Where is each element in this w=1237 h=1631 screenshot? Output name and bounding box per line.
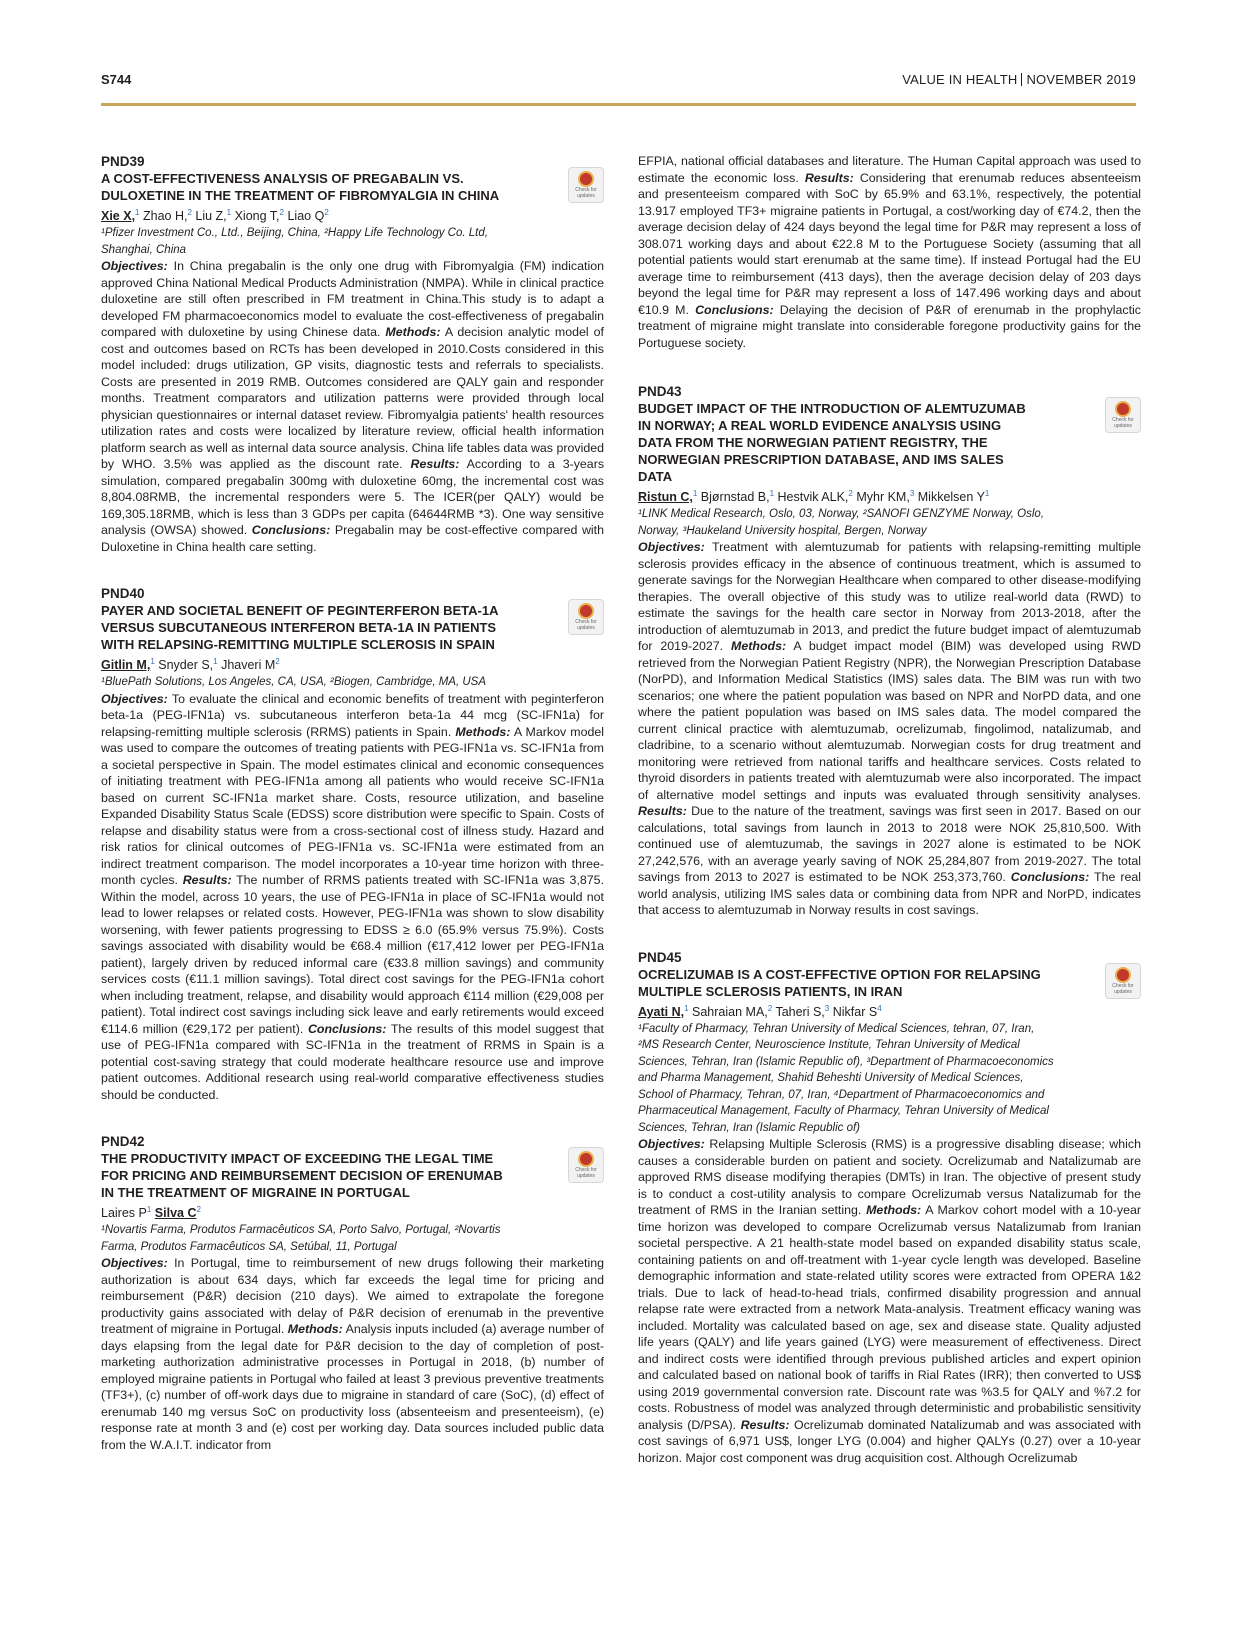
abstract-pnd40	[101, 585, 604, 1103]
presenter-name: Silva C	[154, 1206, 197, 1221]
section-label: Results:	[410, 457, 460, 472]
presenter-name: Ayati N,	[638, 1004, 685, 1019]
section-label: Objectives:	[101, 1256, 168, 1271]
abstract-title: BUDGET IMPACT OF THE INTRODUCTION OF ALEMTUZUMAB IN NORWAY; A REAL WORLD EVIDENCE ANALYSIS USING DATA FROM THE NORWEGIAN PATIENT REGISTRY, THE NORWEGIAN PRESCRIPTION DATABASE, AND IMS SALES DATA	[638, 401, 1026, 484]
badge-text-2: updates	[1114, 423, 1132, 429]
abstract-body	[101, 258, 604, 555]
author-list	[101, 1201, 604, 1222]
author-name: Nikfar S	[832, 1004, 878, 1019]
abstract-pnd43	[638, 383, 1141, 919]
badge-mark-icon	[578, 1151, 594, 1167]
author-list	[101, 204, 604, 225]
section-label: Conclusions:	[307, 1021, 387, 1036]
presenter-name: Gitlin M,	[101, 658, 151, 673]
author-sup: 4	[877, 1003, 882, 1013]
section-label: Methods:	[385, 325, 441, 340]
section-label: Results:	[182, 873, 232, 888]
abstract-body	[638, 539, 1141, 919]
section-label: Objectives:	[101, 691, 168, 706]
section-label: Objectives:	[101, 259, 168, 274]
section-text: In Portugal, time to reimbursement of new drugs following their marketing authorization is about 634 days, which far exceeds the legal time for pricing and reimbursement (P&R) decision (210 days). We aimed to extrapolate the foregone productivity gains associated with delay of P&R decision of erenumab in the preventive treatment of migraine in Portugal.	[101, 1256, 604, 1337]
abstract-pnd42	[101, 1133, 604, 1453]
check-updates-icon[interactable]	[568, 1147, 604, 1183]
section-label: Conclusions:	[1010, 870, 1090, 885]
presenter-sup: 1	[150, 657, 155, 667]
left-column	[101, 153, 604, 1483]
abstract-title: PAYER AND SOCIETAL BENEFIT OF PEGINTERFERON BETA-1A VERSUS SUBCUTANEOUS INTERFERON BETA-1A IN PATIENTS WITH RELAPSING-REMITTING MULTIPLE SCLEROSIS IN SPAIN	[101, 603, 499, 653]
author-name: Jhaveri M	[221, 658, 276, 673]
author-name: Taheri S,	[775, 1004, 825, 1019]
section-label: Methods:	[866, 1203, 922, 1218]
section-text: Relapsing Multiple Sclerosis (RMS) is a progressive disabling disease; which causes a considerable burden on patient and society. Ocrelizumab and Natalizumab are approved RMS disease modifying therapies (DMTs) in Iran. The objective of present study is to conduct a cost-utility analysis to compare Ocrelizumab versus Natalizumab for the treatment of RMS in the Iranian setting.	[638, 1137, 1141, 1218]
section-label: Results:	[804, 170, 854, 185]
badge-text-1: Check for	[1112, 417, 1134, 423]
section-text: EFPIA, national official databases and literature. The Human Capital approach was used to estimate the economic loss.	[638, 154, 1141, 185]
badge-text-2: updates	[577, 193, 595, 199]
affiliations: ¹BluePath Solutions, Los Angeles, CA, USA, ²Biogen, Cambridge, MA, USA	[101, 676, 487, 689]
section-label: Objectives:	[638, 1137, 705, 1152]
abstract-body	[101, 1255, 604, 1453]
author-name: Zhao H,	[142, 209, 188, 224]
check-updates-icon[interactable]	[568, 599, 604, 635]
abstract-body	[638, 1136, 1141, 1466]
badge-mark-icon	[578, 603, 594, 619]
journal-issue: NOVEMBER 2019	[1026, 72, 1136, 87]
section-text: The results of this model suggest that use of PEG-IFN1a compared with SC-IFN1a in the treatment of RRMS in Spain is a potential cost-saving strategy that could moderate healthcare resource use and improve patient outcomes. Additional research using real-world comparative effectiveness studies should be conducted.	[101, 1021, 604, 1102]
section-text: Treatment with alemtuzumab for patients with relapsing-remitting multiple sclerosis provides efficacy in the absence of continuous treatment, which is assumed to generate savings for the Norwegian Healthcare when compared to other disease-modifying therapies. The overall objective of this study was to utilize real-world data (RWD) to estimate the savings for the health care sector in Norway from 2013-2018, after the introduction of alemtuzumab in 2013, and predict the future budget impact of alemtuzumab for 2019-2027.	[638, 540, 1142, 654]
badge-text-1: Check for	[575, 619, 597, 626]
section-label: Results:	[638, 804, 687, 819]
presenter-sup: 1	[692, 489, 698, 498]
author-sup: 2	[848, 489, 853, 498]
author-sup: 1	[226, 208, 232, 217]
presenter-name: Ristun C,	[638, 490, 693, 505]
page-number: S744	[101, 72, 132, 87]
author-list	[638, 1000, 1141, 1021]
section-label: Objectives:	[638, 540, 705, 555]
badge-text-1: Check for	[575, 1167, 597, 1174]
author-sup: 1	[984, 489, 990, 498]
presenter-sup: 1	[684, 1003, 689, 1013]
abstract-title: THE PRODUCTIVITY IMPACT OF EXCEEDING THE LEGAL TIME FOR PRICING AND REIMBURSEMENT DECISION OF ERENUMAB IN THE TREATMENT OF MIGRAINE IN PORTUGAL	[101, 1151, 503, 1201]
affiliations: ¹Faculty of Pharmacy, Tehran University of Medical Sciences, tehran, 07, Iran, ²MS Research Center, Neuroscience Institute, Tehran University of Medical Sciences, Tehran, Iran (Islamic Republic of), ³Department of Pharmacoeconomics and Pharma Management, Shahid Beheshti University of Medical Sciences, School of Pharmacy, Tehran, 07, Iran, ⁴Department of Pharmacoeconomics and Pharmaceutical Management, Faculty of Pharmacy, Tehran University of Medical Sciences, Tehran, Iran (Islamic Republic of)	[638, 1022, 1054, 1134]
right-column	[638, 153, 1141, 1496]
author-sup: 2	[275, 657, 280, 667]
section-text: A Markov model was used to compare the outcomes of treating patients with PEG-IFN1a vs. SC-IFN1a from a societal perspective in Spain. The model estimates clinical and economic consequences of initiating treatment with PEG-IFN1a among all patients who would receive SC-IFN1a based on current SC-IFN1a market share. Costs, resource utilization, and baseline Expanded Disability Status Scale (EDSS) score distribution were specific to Spain. Costs of relapse and disability status were from a cross-sectional cost of illness study. Hazard and risk ratios for clinical outcomes of PEG-IFN1a vs. SC-IFN1a were estimated from an indirect treatment comparison. The model incorporates a 10-year time horizon with three-month cycles.	[101, 724, 604, 888]
author-name: Hestvik ALK,	[777, 490, 849, 505]
badge-text-2: updates	[577, 1173, 595, 1180]
abstract-code: PND43	[638, 384, 682, 399]
section-label: Results:	[740, 1417, 790, 1432]
badge-text-1: Check for	[1112, 982, 1134, 989]
badge-mark-icon	[1115, 401, 1131, 417]
abstract-title: OCRELIZUMAB IS A COST-EFFECTIVE OPTION FOR RELAPSING MULTIPLE SCLEROSIS PATIENTS, IN IRAN	[638, 966, 1041, 999]
badge-mark-icon	[1115, 967, 1131, 983]
journal-name: VALUE IN HEALTH	[902, 72, 1018, 87]
badge-text-2: updates	[1114, 988, 1132, 995]
author-list	[638, 485, 1141, 506]
badge-text-1: Check for	[575, 187, 597, 193]
author-list	[101, 653, 604, 674]
section-text: Delaying the decision of P&R of erenumab in the prophylactic treatment of migraine might translate into considerable foregone productivity gains for the Portuguese society.	[638, 302, 1142, 350]
abstract-body	[638, 153, 1141, 351]
abstract-code: PND39	[101, 154, 145, 169]
author-sup: 2	[279, 208, 284, 217]
affiliations: ¹Novartis Farma, Produtos Farmacêuticos SA, Porto Salvo, Portugal, ²Novartis Farma, Produtos Farmacêuticos SA, Setúbal, 11, Portugal	[101, 1224, 501, 1253]
check-updates-icon[interactable]	[568, 167, 604, 203]
author-name: Mikkelsen Y	[917, 490, 985, 505]
author-name: Liu Z,	[195, 209, 227, 224]
author-sup: 2	[187, 208, 192, 217]
section-text: A budget impact model (BIM) was developed using RWD retrieved from the Norwegian Patient Registry (NPR), the Norwegian Prescription Database (NorPD), and Information Medical Statistics (IMS) sales data. The BIM was run with two scenarios; one where the patient population was based on NPR and NorPD data, and one where the patient population was based on IMS sales data. The model compared the current clinical practice with alemtuzumab, ocrelizumab, fingolimod, natalizumab, and cladribine, to a scenario without alemtuzumab. Norwegian costs for drug treatment and monitoring were retrieved from national tariffs and healthcare services. Costs related to thyroid disorders in patients treated with alemtuzumab were also incorporated. The impact of alternative model settings and inputs was evaluated through sensitivity analyses.	[638, 639, 1141, 802]
check-updates-icon[interactable]	[1105, 963, 1141, 999]
section-text: The number of RRMS patients treated with SC-IFN1a was 3,875. Within the model, across 10 years, the use of PEG-IFN1a in place of SC-IFN1a would not lead to lower relapses or related costs. However, PEG-IFN1a was shown to slow disability worsening, with fewer patients progressing to EDSS ≥ 6.0 (65.9% versus 75.9%). Costs savings associated with disability would be €68.4 million (€17,412 lower per PEG-IFN1a patient), largely driven by reduced informal care (€33.8 million savings) and community services costs (€11.1 million savings). Total direct cost savings for the PEG-IFN1a cohort when including treatment, relapse, and disability would approach €114 million (€29,008 per patient). Total indirect cost savings including sick leave and early retirements would exceed €114.6 million (€29,172 per patient).	[101, 873, 605, 1036]
section-text: Due to the nature of the treatment, savings was first seen in 2017. Based on our calculations, total savings from launch in 2013 to 2018 were NOK 25,810,500. With continued use of alemtuzumab, the savings in 2027 alone is estimated to be NOK 27,242,576, with an average yearly saving of NOK 25,284,807 from 2019-2027. The total savings from 2013 to 2027 is estimated to be NOK 253,373,760.	[638, 804, 1141, 885]
presenter-sup: 2	[196, 1205, 201, 1215]
section-text: The real world analysis, utilizing IMS sales data or combining data from NPR and NorPD, indicates that access to alemtuzumab in Norway results in cost savings.	[638, 870, 1141, 918]
author-name: Bjørnstad B,	[700, 490, 770, 505]
author-name: Snyder S,	[158, 658, 214, 673]
section-label: Conclusions:	[251, 523, 331, 538]
presenter-name: Xie X,	[101, 209, 136, 224]
author-sup: 2	[324, 208, 329, 217]
running-header	[101, 72, 1136, 94]
author-sup: 2	[767, 1003, 773, 1013]
section-text: Analysis inputs included (a) average number of days elapsing from the legal date for P&R decision to the day of completion of post-marketing authorization administrative processes in Portugal in 2018, (b) number of employed migraine patients in Portugal who failed at least 3 previous preventive treatments (TF3+), (c) number of off-work days due to migraine in standard of care (SoC), (d) effect of erenumab 140 mg versus SoC on productivity loss (absenteeism and presenteeism), (e) response rate at month 3 and (e) cost per working day. Data sources included public data from the W.A.I.T. indicator from	[101, 1322, 604, 1452]
section-text: Pregabalin may be cost-effective compared with Duloxetine in China health care setting.	[101, 523, 604, 554]
header-separator	[1021, 73, 1022, 86]
abstract-code: PND40	[101, 586, 145, 602]
section-label: Methods:	[287, 1322, 343, 1337]
author-name: Xiong T,	[234, 209, 280, 224]
section-label: Conclusions:	[695, 302, 774, 317]
section-text: Considering that erenumab reduces absenteeism and presenteeism compared with SoC by 65.9% and 63.1%, respectively, the potential 13.917 employed TF3+ migraine patients in Portugal, a cost/working day of €74.2, then the average decision delay of 424 days beyond the legal time for P&R may represent a loss of 308.071 working days and about €22.8 M to the Portuguese Society (assuming that all potential patients would start erenumab at the same time). If instead Portugal had the EU average time to reimbursement (413 days), then the average decision delay of 203 days beyond the legal time for P&R may represent a loss of 147.496 working days and about €10.9 M.	[638, 170, 1141, 317]
author-sup: 1	[146, 1205, 152, 1215]
affiliations: ¹Pfizer Investment Co., Ltd., Beijing, China, ²Happy Life Technology Co. Ltd, Shanghai, China	[101, 227, 488, 256]
section-label: Methods:	[731, 639, 787, 654]
author-sup: 3	[824, 1003, 830, 1013]
author-name: Laires P	[101, 1206, 147, 1221]
presenter-sup: 1	[135, 208, 140, 217]
section-text: A Markov cohort model with a 10-year time horizon was developed to compare Ocrelizumab versus Natalizumab from Iranian societal perspective. A 21 health-state model based on expanded disability status scale, containing patients on and off-treatment with 1-year cycle length was developed. Baseline demographic information and state-related utility scores were extracted from OPERA 1&2 trials. Due to lack of head-to-head trials, confirmed disability progression and annual relapse rate were extracted from a network Mata-analysis. Treatment efficacy waning was included. Mortality was calculated based on age, sex and disease state. Quality adjusted life years (QALY) and life years gained (LYG) were measurement of effectiveness. Direct and indirect costs were identified through previous published articles and expert opinion and calculated based on national book of tariffs in Rial Rates (IRR); then converted to US$ using 2019 governmental conversion rate. Discount rate was %3.5 for QALY and %7.2 for costs. Robustness of model was analyzed through deterministic and probabilistic sensitivity analysis (D/PSA).	[638, 1203, 1141, 1432]
author-name: Myhr KM,	[856, 490, 910, 505]
author-sup: 1	[213, 657, 218, 667]
section-label: Methods:	[455, 724, 511, 739]
author-name: Sahraian MA,	[692, 1004, 768, 1019]
section-text: According to a 3-years simulation, compared pregabalin 300mg with duloxetine 60mg, the incremental cost was 8,804.08RMB, the incremental responders were 5. The ICER(per QALY) would be 169,305.18RMB, which is less than 3 GDPs per capita (64644RMB *3). One way sensitive analysis (OWSA) showed.	[101, 457, 605, 538]
section-text: Ocrelizumab dominated Natalizumab and was associated with cost savings of 6,971 US$, longer LYG (0.004) and higher QALYs (0.27) over a 10-year horizon. Major cost component was drug acquisition cost. Although Ocrelizumab	[638, 1417, 1141, 1465]
author-name: Liao Q	[287, 209, 325, 224]
journal-info	[902, 72, 1136, 87]
affiliations: ¹LINK Medical Research, Oslo, 03, Norway, ²SANOFI GENZYME Norway, Oslo, Norway, ³Haukeland University hospital, Bergen, Norway	[638, 508, 1045, 537]
abstract-pnd42-continued	[638, 153, 1141, 351]
check-updates-icon[interactable]	[1105, 397, 1141, 433]
author-sup: 3	[909, 489, 915, 498]
section-text: A decision analytic model of cost and outcomes based on RCTs has been developed in 2010.Costs considered in this model included: drugs utilization, GP visits, diagnostic tests and referrals to specialists. Costs are presented in 2019 RMB. Outcomes considered are QALY gain and responder months. Treatment comparators and utilization patterns were provided through local physician questionnaires or internal dataset review. Fibromyalgia patients' health resources utilization rates and costs were localized by literature review, official health information platform search as well as internal data source analysis. China life tables data was provided by WHO. 3.5% was applied as the discount rate.	[101, 325, 604, 472]
abstract-code: PND45	[638, 949, 682, 965]
section-text: To evaluate the clinical and economic benefits of treatment with peginterferon beta-1a (PEG-IFN1a) vs. subcutaneous interferon beta-1a 44 mcg (SC-IFN1a) for relapsing-remitting multiple sclerosis (RRMS) patients in Spain.	[101, 691, 605, 739]
badge-mark-icon	[578, 171, 594, 187]
abstract-title: A COST-EFFECTIVENESS ANALYSIS OF PREGABALIN VS. DULOXETINE IN THE TREATMENT OF FIBROMYALGIA IN CHINA	[101, 171, 500, 203]
section-text: In China pregabalin is the only one drug with Fibromyalgia (FM) indication approved China National Medical Products Administration (NMPA). While in clinical practice duloxetine are still often prescribed in FM treatment in China.This study is to adapt a developed FM pharmacoeconomics model to evaluate the cost-effectiveness of pregabalin compared with duloxetine by using Chinese data.	[101, 259, 604, 340]
abstract-pnd39	[101, 153, 604, 555]
header-rule	[101, 103, 1136, 106]
badge-text-2: updates	[577, 625, 595, 632]
abstract-body	[101, 691, 604, 1104]
abstract-code: PND42	[101, 1134, 145, 1150]
author-sup: 1	[769, 489, 775, 498]
abstract-pnd45	[638, 949, 1141, 1467]
